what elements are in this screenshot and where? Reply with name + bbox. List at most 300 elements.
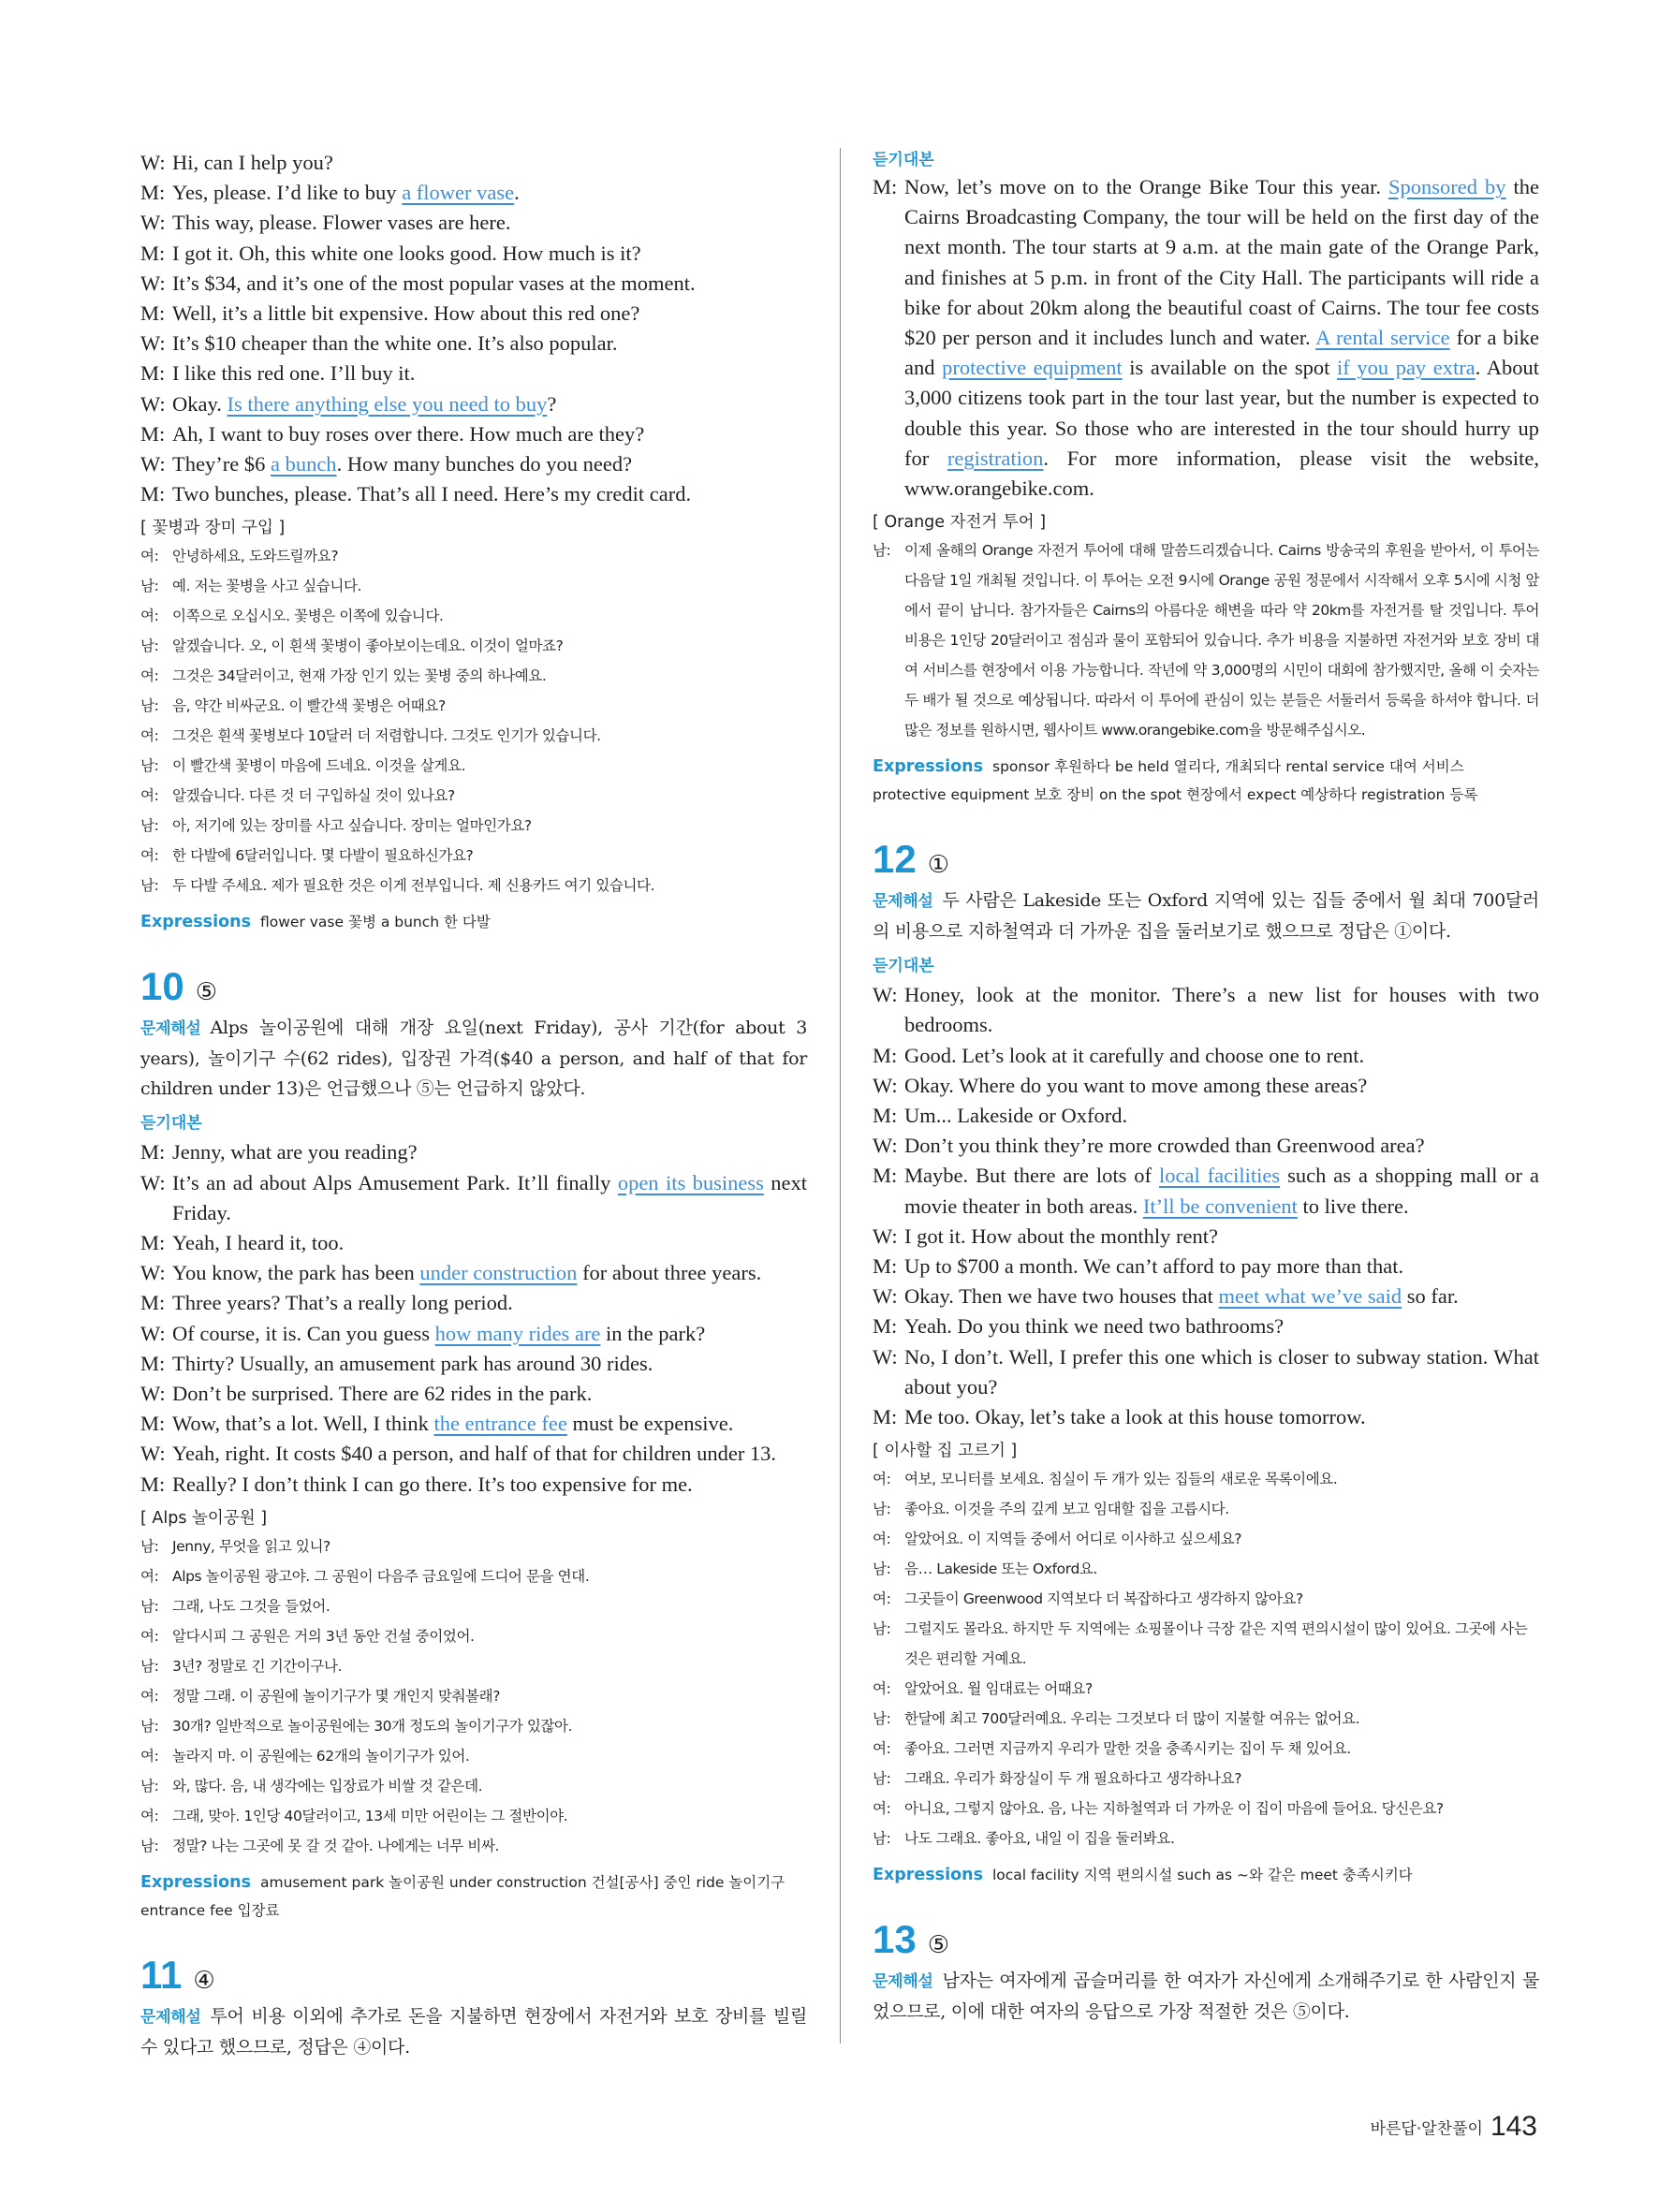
translation-text: 이쪽으로 오십시오. 꽃병은 이쪽에 있습니다. [172,608,444,625]
dialogue-text: Ah, I want to buy roses over there. How much are they? [172,421,645,446]
explanation-label: 문제해설 [140,2007,201,2027]
dialogue-line [873,1101,1539,1131]
translation-text: 여보, 모니터를 보세요. 침실이 두 개가 있는 집들의 새로운 목록이에요. [904,1471,1338,1488]
translation-text: 음… Lakeside 또는 Oxford요. [904,1560,1098,1578]
right-column [873,148,1539,2027]
dialogue-text: No, I don’t. Well, I prefer this one which is closer to subway station. What about you? [904,1344,1539,1399]
translation-text: 그래, 맞아. 1인당 40달러이고, 13세 미만 어린이는 그 절반이야. [172,1807,568,1824]
speaker-label: W: [140,1382,166,1406]
speaker-label: 남: [140,757,159,775]
dialogue-line [140,178,807,208]
translation-text: 좋아요. 이것을 주의 깊게 보고 임대할 집을 고릅시다. [904,1501,1229,1518]
dialogue-line [873,980,1539,1040]
answer-mark: ⑤ [195,978,218,1007]
speaker-label: W: [140,1442,166,1466]
translation-line [140,1651,807,1681]
translation-line [140,1801,807,1831]
speaker-label: W: [140,452,166,476]
answer-blank: a bunch [270,452,337,476]
dialogue-text: I like this red one. I’ll buy it. [172,361,416,386]
dialogue-text: is available on the spot [1122,356,1337,380]
dialogue-line [140,329,807,359]
speaker-label: 남: [140,1657,159,1675]
translation-line [140,1831,807,1861]
speaker-label: 남: [140,877,159,895]
dialogue-line [140,1258,807,1288]
translation-text: 알겠습니다. 오, 이 흰색 꽃병이 좋아보이는데요. 이것이 얼마죠? [172,637,564,655]
speaker-label: 여: [873,1471,891,1488]
translation-text: 놀라지 마. 이 공원에는 62개의 놀이기구가 있어. [172,1747,470,1765]
translation-text: 아니요, 그렇지 않아요. 음, 나는 지하철역과 더 가까운 이 집이 마음에 들어요. 당신은요? [904,1800,1444,1818]
dialogue-line [140,419,807,449]
dialogue-text: This way, please. Flower vases are here. [172,211,511,235]
answer-blank: Is there anything else you need to buy [227,391,548,416]
speaker-label: 남: [140,697,159,715]
explanation-label: 문제해설 [873,1972,933,1992]
q12-header [873,837,1539,886]
dialogue-text: Don’t be surprised. There are 62 rides in the park. [172,1382,593,1406]
translation-text: 그곳들이 Greenwood 지역보다 더 복잡하다고 생각하지 않아요? [904,1590,1303,1608]
dialogue-text: for a bike and [904,326,1540,380]
explanation-text: 투어 비용 이외에 추가로 돈을 지불하면 현장에서 자전거와 보호 장비를 빌릴 수 있다고 했으므로, 정답은 ④이다. [140,2005,807,2058]
speaker-label: W: [873,1344,898,1369]
dialogue-text: Yeah. Do you think we need two bathrooms? [904,1314,1285,1339]
q11-script [873,172,1539,504]
dialogue-text: It’s $10 cheaper than the white one. It’s also popular. [172,331,618,356]
dialogue-text: Good. Let’s look at it carefully and choose one to rent. [904,1043,1365,1067]
dialogue-line [140,299,807,329]
speaker-label: M: [873,1164,898,1188]
dialogue-text: Okay. Then we have two houses that [904,1284,1219,1309]
translation-line [140,1621,807,1651]
answer-blank: local facilities [1159,1164,1281,1188]
speaker-label: W: [140,271,166,295]
expressions-label: Expressions [873,1866,983,1885]
q11-explanation [140,2001,807,2062]
speaker-label: 여: [140,1567,159,1585]
translation-text: 안녕하세요, 도와드릴까요? [172,548,339,565]
translation-line [140,571,807,601]
speaker-label: 남: [140,1717,159,1735]
speaker-label: 여: [873,1740,891,1758]
speaker-label: M: [140,301,166,326]
speaker-label: M: [873,1104,898,1128]
speaker-label: W: [873,1223,898,1248]
speaker-label: 남: [140,1837,159,1854]
speaker-label: 남: [873,1770,891,1788]
translation-text: 정말? 나는 그곳에 못 갈 것 같아. 나에게는 너무 비싸. [172,1837,500,1854]
answer-mark: ⑤ [927,1931,950,1960]
dialogue-text: . [514,181,520,205]
answer-blank: It’ll be convenient [1142,1194,1298,1218]
translation-line [140,691,807,721]
speaker-label: M: [140,1140,166,1165]
translation-line [140,1741,807,1771]
translation-line [140,751,807,781]
dialogue-line [873,1282,1539,1311]
dialogue-text: so far. [1402,1284,1459,1309]
speaker-label: M: [140,181,166,205]
answer-blank: A rental service [1315,326,1450,350]
speaker-label: W: [873,1073,898,1097]
explanation-label: 문제해설 [140,1019,201,1039]
answer-mark: ④ [193,1966,215,1995]
expressions-text: local facility 지역 편의시설 such as ~와 같은 meet 충족시키다 [992,1867,1413,1884]
dialogue-text: next Friday. [172,1170,807,1224]
translation-line [140,601,807,631]
dialogue-text: They’re $6 [172,452,271,476]
speaker-label: 여: [140,548,159,565]
translation-text: 와, 많다. 음, 내 생각에는 입장료가 비쌀 것 같은데. [172,1777,483,1795]
translation-line [140,661,807,691]
q11-expressions [873,753,1539,809]
speaker-label: 여: [140,727,159,745]
speaker-label: 남: [873,1501,891,1518]
dialogue-line [140,359,807,388]
q10-explanation [140,1013,807,1104]
q9-expressions [140,908,807,936]
explanation-text: 두 사람은 Lakeside 또는 Oxford 지역에 있는 집들 중에서 월 최대 700달러의 비용으로 지하철역과 더 가까운 집을 둘러보기로 했으므로 정답은 ①이다. [873,890,1539,943]
dialogue-text: Maybe. But there are lots of [904,1164,1159,1188]
translation-line [873,1494,1539,1524]
dialogue-text: . For more information, please visit the website, www.orangebike.com. [904,446,1539,501]
dialogue-text: Okay. Where do you want to move among these areas? [904,1073,1368,1097]
q11-script-label: 듣기대본 [873,151,934,169]
dialogue-line [140,1470,807,1500]
speaker-label: 여: [140,608,159,625]
translation-text: 음, 약간 비싸군요. 이 빨간색 꽃병은 어때요? [172,697,446,715]
question-number: 13 [873,1917,917,1962]
translation-line [140,541,807,571]
dialogue-text: Honey, look at the monitor. There’s a new list for houses with two bedrooms. [904,983,1539,1037]
speaker-label: 남: [140,1597,159,1615]
answer-blank: Sponsored by [1388,175,1506,198]
dialogue-text: Up to $700 a month. We can’t afford to pay more than that. [904,1254,1404,1279]
answer-blank: protective equipment [942,356,1123,380]
speaker-label: 여: [873,1800,891,1818]
q13-header [873,1917,1539,1966]
speaker-label: W: [140,391,166,416]
q12-script-label: 듣기대본 [873,957,934,976]
speaker-label: M: [140,361,166,386]
dialogue-text: Me too. Okay, let’s take a look at this house tomorrow. [904,1405,1366,1429]
dialogue-text: Okay. [172,391,228,416]
speaker-label: M: [140,482,166,506]
q9-dialogue [140,148,807,509]
expressions-text: amusement park 놀이공원 under construction 건설[공사] 중인 ride 놀이기구 entrance fee 입장료 [140,1873,785,1919]
speaker-label: W: [873,983,898,1007]
answer-blank: if you pay extra [1336,356,1475,380]
expressions-label: Expressions [873,757,983,777]
q11-korean-title: [ Orange 자전거 투어 ] [873,513,1047,533]
speaker-label: M: [140,1472,166,1496]
dialogue-line [873,1342,1539,1402]
dialogue-text: Three years? That’s a really long period. [172,1291,513,1315]
dialogue-line [140,1137,807,1167]
dialogue-text: for about three years. [577,1261,762,1285]
dialogue-text: such as a shopping mall or a movie theater in both areas. [904,1164,1539,1218]
speaker-label: M: [873,1254,898,1279]
translation-text: 알았어요. 월 임대료는 어때요? [904,1680,1093,1698]
dialogue-line [873,1041,1539,1071]
q10-korean-title: [ Alps 놀이공원 ] [140,1508,268,1528]
dialogue-text: . How many bunches do you need? [336,452,633,476]
translation-line [873,1524,1539,1554]
speaker-label: 여: [140,1747,159,1765]
translation-text: 정말 그래. 이 공원에 놀이기구가 몇 개인지 맞춰볼래? [172,1687,501,1705]
translation-text: Alps 놀이공원 광고야. 그 공원이 다음주 금요일에 드디어 문을 연대. [172,1567,590,1585]
speaker-label: 남: [873,1830,891,1848]
translation-text: 두 다발 주세요. 제가 필요한 것은 이게 전부입니다. 제 신용카드 여기 있습니다. [172,877,655,895]
translation-line [873,1464,1539,1494]
translation-text: 알았어요. 이 지역들 중에서 어디로 이사하고 싶으세요? [904,1531,1242,1548]
speaker-label: 여: [873,1531,891,1548]
translation-text: 그것은 흰색 꽃병보다 10달러 더 저렴합니다. 그것도 인기가 있습니다. [172,727,601,745]
q9-korean-title: [ 꽃병과 장미 구입 ] [140,519,286,538]
translation-text: 아, 저기에 있는 장미를 사고 싶습니다. 장미는 얼마인가요? [172,817,532,835]
question-number: 10 [140,964,184,1009]
speaker-label: 여: [140,667,159,685]
translation-text: 3년? 정말로 긴 기간이구나. [172,1657,343,1675]
speaker-label: 여: [873,1590,891,1608]
speaker-label: M: [873,1314,898,1339]
expressions-label: Expressions [140,913,251,932]
q10-script-label: 듣기대본 [140,1114,202,1134]
translation-text: 좋아요. 그러면 지금까지 우리가 말한 것을 충족시키는 집이 두 채 있어요. [904,1740,1351,1758]
dialogue-line [873,1131,1539,1161]
speaker-label: W: [140,151,166,174]
answer-mark: ① [927,851,950,880]
q10-korean-translation [140,1531,807,1861]
dialogue-text: ? [547,391,557,416]
dialogue-line [140,148,807,178]
q10-header [140,964,807,1013]
speaker-label: M: [140,1231,166,1255]
dialogue-text: You know, the park has been [172,1261,420,1285]
translation-line [873,1764,1539,1794]
speaker-label: M: [140,1351,166,1375]
answer-blank: under construction [419,1261,578,1285]
speaker-label: 여: [140,787,159,805]
q10-expressions [140,1868,807,1925]
speaker-label: W: [140,1321,166,1345]
dialogue-text: Um... Lakeside or Oxford. [904,1104,1128,1128]
translation-line [140,1771,807,1801]
page-footer [1371,2111,1537,2143]
speaker-label: W: [873,1134,898,1158]
q13-explanation [873,1966,1539,2027]
dialogue-text: Of course, it is. Can you guess [172,1321,435,1345]
speaker-label: 남: [873,1710,891,1728]
answer-blank: a flower vase [402,181,515,205]
dialogue-line [140,1379,807,1409]
dialogue-line [140,1319,807,1349]
q11-korean-translation [873,535,1539,745]
speaker-label: 남: [140,1777,159,1795]
dialogue-text: Two bunches, please. That’s all I need. Here’s my credit card. [172,482,692,506]
speaker-label: 남: [140,1537,159,1555]
expressions-text: sponsor 후원하다 be held 열리다, 개최되다 rental service 대여 서비스 protective equipment 보호 장비 on the spot 현장에서 expect 예상하다 registration 등록 [873,758,1478,804]
dialogue-text: Wow, that’s a lot. Well, I think [172,1412,434,1436]
translation-line [140,721,807,751]
speaker-label: 남: [873,1620,891,1638]
translation-text: 그래, 나도 그것을 들었어. [172,1597,330,1615]
dialogue-line [140,479,807,509]
speaker-label: 남: [140,817,159,835]
q12-expressions [873,1861,1539,1889]
dialogue-text: Now, let’s move on to the Orange Bike Tour this year. [904,175,1388,198]
q12-korean-title: [ 이사할 집 고르기 ] [873,1442,1018,1461]
footer-label: 바른답·알찬풀이 [1370,2119,1483,2139]
translation-line [140,781,807,811]
dialogue-text: Well, it’s a little bit expensive. How about this red one? [172,301,640,326]
q9-korean-translation [140,541,807,901]
dialogue-text: I got it. Oh, this white one looks good. How much is it? [172,241,641,265]
speaker-label: 남: [140,578,159,595]
speaker-label: M: [140,421,166,446]
translation-text: 한달에 최고 700달러예요. 우리는 그것보다 더 많이 지불할 여유는 없어요. [904,1710,1360,1728]
translation-text: 이 빨간색 꽃병이 마음에 드네요. 이것을 살게요. [172,757,466,775]
speaker-label: 남: [873,1560,891,1578]
speaker-label: 남: [140,637,159,655]
dialogue-line [873,1071,1539,1101]
question-number: 12 [873,837,917,882]
dialogue-text: in the park? [600,1321,706,1345]
dialogue-text: must be expensive. [566,1412,734,1436]
translation-line [140,841,807,871]
speaker-label: M: [873,1405,898,1429]
translation-line [140,631,807,661]
dialogue-text: Don’t you think they’re more crowded than Greenwood area? [904,1134,1425,1158]
translation-text: Jenny, 무엇을 읽고 있니? [172,1537,330,1555]
dialogue-text: Yeah, right. It costs $40 a person, and half of that for children under 13. [172,1442,777,1466]
expressions-text: flower vase 꽃병 a bunch 한 다발 [260,914,491,931]
translation-text: 30개? 일반적으로 놀이공원에는 30개 정도의 놀이기구가 있잖아. [172,1717,573,1735]
dialogue-line [140,1228,807,1258]
dialogue-text: Hi, can I help you? [172,151,333,174]
translation-line [140,1711,807,1741]
dialogue-text: to live there. [1297,1194,1409,1218]
explanation-text: Alps 놀이공원에 대해 개장 요일(next Friday), 공사 기간(for about 3 years), 놀이기구 수(62 rides), 입장권 가격($40 a person, and half of that for children under 13)은 언급했으나 ⑤는 언급하지 않았다. [140,1018,807,1100]
speaker-label: W: [140,211,166,235]
speaker-label: 여: [140,1687,159,1705]
speaker-label: M: [873,175,898,198]
dialogue-line [873,1161,1539,1221]
dialogue-text: I got it. How about the monthly rent? [904,1223,1218,1248]
answer-blank: open its business [617,1170,764,1194]
speaker-label: 남: [873,542,891,560]
speaker-label: W: [140,1261,166,1285]
translation-line [140,871,807,901]
translation-line [873,1614,1539,1674]
left-column [140,148,807,2062]
dialogue-text: Yes, please. I’d like to buy [172,181,403,205]
translation-line [140,1591,807,1621]
speaker-label: W: [140,1170,166,1194]
speaker-label: M: [140,241,166,265]
speaker-label: W: [873,1284,898,1309]
dialogue-line [140,1439,807,1469]
dialogue-line [140,1349,807,1379]
translation-line [140,811,807,841]
translation-text: 그래요. 우리가 화장실이 두 개 필요하다고 생각하나요? [904,1770,1242,1788]
translation-text: 예. 저는 꽃병을 사고 싶습니다. [172,578,362,595]
translation-text: 한 다발에 6달러입니다. 몇 다발이 필요하신가요? [172,847,474,865]
speaker-label: M: [140,1291,166,1315]
speaker-label: 여: [140,1627,159,1645]
question-number: 11 [140,1952,183,1997]
dialogue-text: Really? I don’t think I can go there. It’s too expensive for me. [172,1472,693,1496]
explanation-text: 남자는 여자에게 곱슬머리를 한 여자가 자신에게 소개해주기로 한 사람인지 물었으므로, 이에 대한 여자의 응답으로 가장 적절한 것은 ⑤이다. [873,1970,1539,2023]
translation-line [873,1704,1539,1734]
answer-blank: meet what we’ve said [1218,1284,1402,1309]
translation-line [873,1794,1539,1824]
speaker-label: 여: [140,847,159,865]
q12-explanation [873,886,1539,946]
speaker-label: M: [140,1412,166,1436]
translation-text: 이제 올해의 Orange 자전거 투어에 대해 말씀드리겠습니다. Cairns 방송국의 후원을 받아서, 이 투어는 다음달 1일 개최될 것입니다. 이 투어는 오전 9시에 Orange 공원 정문에서 시작해서 오후 5시에 시청 앞에서 끝이 납니다. 참가자들은 Cairns의 아름다운 해변을 따라 약 20km를 자전거를 탈 것입니다. 투어 비용은 1인당 20달러이고 점심과 물이 포함되어 있습니다. 추가 비용을 지불하면 자전거와 보호 장비 대여 서비스를 현장에서 이용 가능합니다. 작년에 약 3,000명의 시민이 대회에 참가했지만, 올해 이 숫자는 두 배가 될 것으로 예상됩니다. 따라서 이 투어에 관심이 있는 분들은 서둘러서 등록을 하셔야 합니다. 더 많은 정보를 원하시면, 웹사이트 www.orangebike.com을 방문해주십시오. [904,542,1539,740]
answer-blank: how many rides are [434,1321,601,1345]
q12-dialogue [873,980,1539,1432]
speaker-label: W: [140,331,166,356]
dialogue-line [140,1168,807,1228]
q11-header [140,1953,807,2001]
explanation-label: 문제해설 [873,892,933,912]
dialogue-line [873,1252,1539,1282]
q10-dialogue [140,1137,807,1499]
dialogue-text: the Cairns Broadcasting Company, the tour will be held on the first day of the next month. The tour starts at 9 a.m. at the main gate of the Orange Park, and finishes at 5 p.m. in front of the City Hall. The participants will ride a bike for about 20km along the beautiful coast of Cairns. The tour fee costs $20 per person and it includes lunch and water. [904,175,1540,350]
dialogue-text: Yeah, I heard it, too. [172,1231,345,1255]
speaker-label: 여: [873,1680,891,1698]
translation-text: 알다시피 그 공원은 거의 3년 동안 건설 중이었어. [172,1627,475,1645]
translation-line [873,1584,1539,1614]
translation-text: 알겠습니다. 다른 것 더 구입하실 것이 있나요? [172,787,455,805]
dialogue-text: . About 3,000 citizens took part in the tour last year, but the number is expected to double this year. So those who are interested in the tour should hurry up for [904,356,1539,470]
translation-line [140,1681,807,1711]
dialogue-line [873,1222,1539,1252]
dialogue-line [140,208,807,238]
translation-text: 나도 그래요. 좋아요, 내일 이 집을 둘러봐요. [904,1830,1175,1848]
page-number: 143 [1490,2111,1537,2142]
speaker-label: 여: [140,1807,159,1824]
translation-line [140,1561,807,1591]
dialogue-line [873,1311,1539,1341]
dialogue-text: It’s $34, and it’s one of the most popular vases at the moment. [172,271,696,295]
dialogue-text: Jenny, what are you reading? [172,1140,418,1165]
column-divider [840,148,841,2044]
answer-blank: registration [947,446,1044,470]
translation-text: 그것은 34달러이고, 현재 가장 인기 있는 꽃병 중의 하나예요. [172,667,547,685]
dialogue-line [140,239,807,269]
translation-line [873,1554,1539,1584]
expressions-label: Expressions [140,1872,251,1892]
translation-line [873,1824,1539,1853]
dialogue-line [140,1409,807,1439]
speaker-label: M: [873,1043,898,1067]
answer-blank: the entrance fee [433,1412,567,1436]
dialogue-line [140,1288,807,1318]
dialogue-text: Thirty? Usually, an amusement park has around 30 rides. [172,1351,653,1375]
dialogue-line [140,269,807,299]
q12-korean-translation [873,1464,1539,1853]
translation-line [873,1734,1539,1764]
translation-line [140,1531,807,1561]
dialogue-line [140,449,807,479]
dialogue-line [140,389,807,419]
translation-text: 그럴지도 몰라요. 하지만 두 지역에는 쇼핑몰이나 극장 같은 지역 편의시설이 많이 있어요. 그곳에 사는 것은 편리할 거예요. [904,1620,1528,1668]
translation-line [873,1674,1539,1704]
dialogue-line [873,1402,1539,1432]
